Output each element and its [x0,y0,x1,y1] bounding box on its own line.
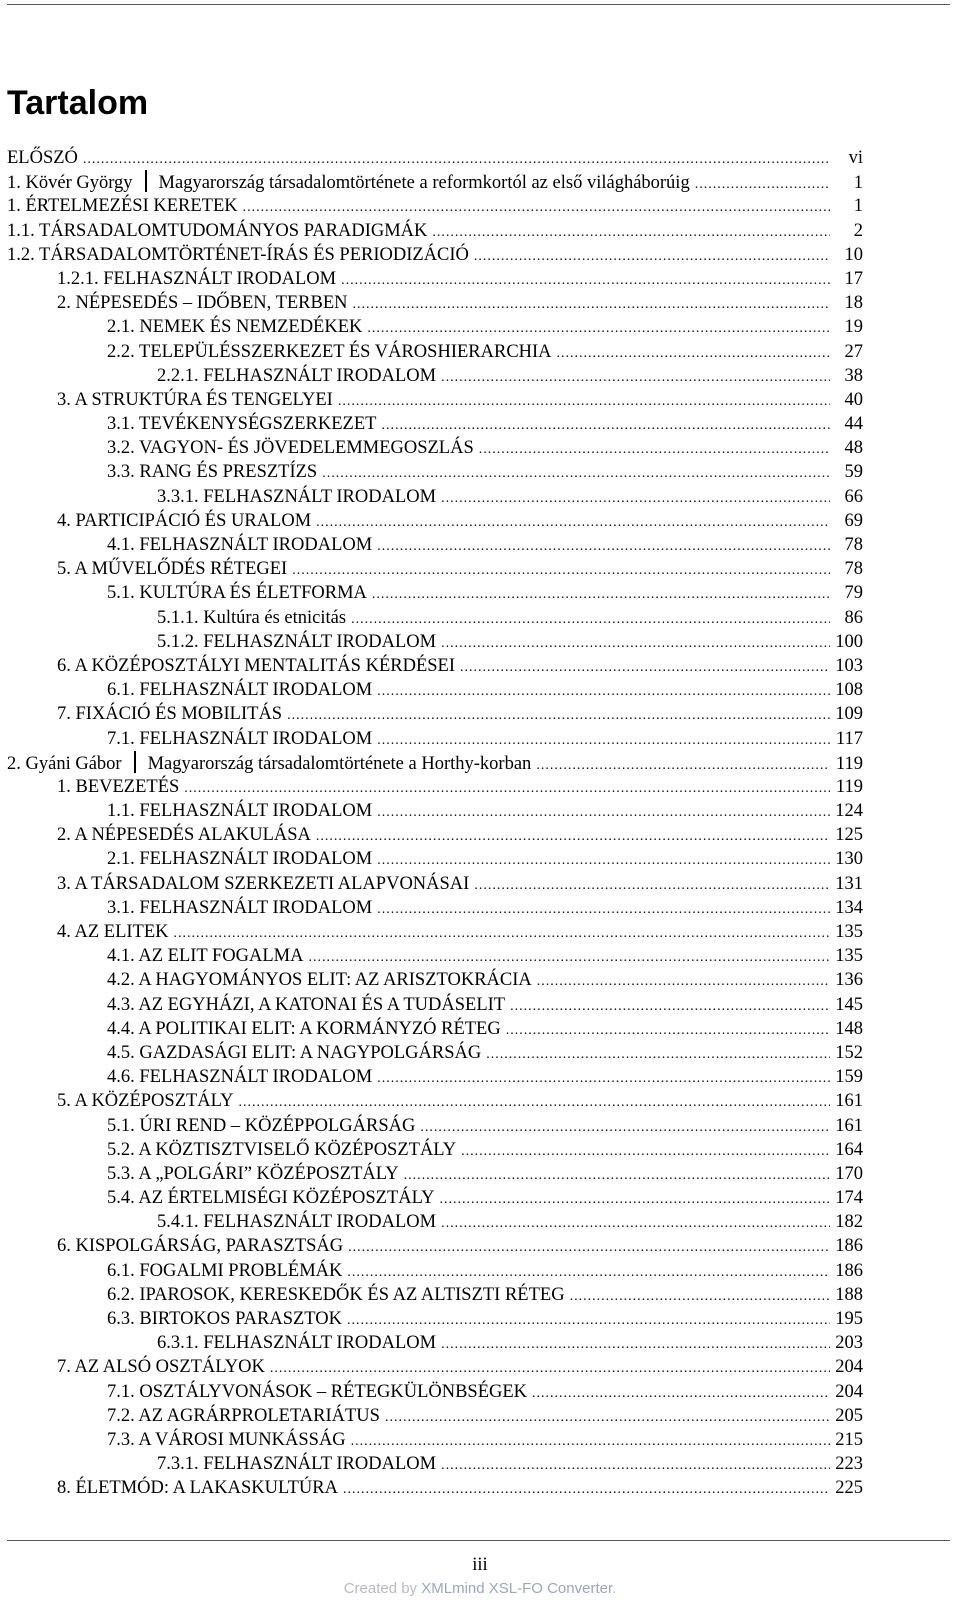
toc-entry[interactable] [7,678,863,702]
toc-dot-leader [367,317,830,341]
toc-dot-leader [439,1188,830,1212]
toc-entry-page: 161 [835,1115,863,1136]
toc-entry-title: 5. A KÖZÉPOSZTÁLY [57,1091,234,1112]
toc-entry-page: 125 [835,825,863,846]
toc-entry-page: 186 [835,1260,863,1281]
toc-entry[interactable] [7,944,863,968]
toc-entry[interactable] [7,533,863,557]
toc-dot-leader [441,1454,830,1478]
toc-dot-leader [557,342,830,366]
toc-dot-leader [441,487,830,511]
toc-entry[interactable] [7,1283,863,1307]
toc-entry-title: 4.5. GAZDASÁGI ELIT: A NAGYPOLGÁRSÁG [107,1042,482,1063]
toc-entry-page: 204 [835,1357,863,1378]
toc-dot-leader [460,656,830,680]
toc-entry[interactable] [7,243,863,267]
toc-entry-title: 1.2. TÁRSADALOMTÖRTÉNET-ÍRÁS ÉS PERIODIZÁCIÓ [7,244,469,265]
toc-entry-title: 5.1.2. FELHASZNÁLT IRODALOM [157,631,437,652]
toc-entry-title: 2.1. FELHASZNÁLT IRODALOM [107,849,373,870]
toc-entry[interactable] [7,1017,863,1041]
toc-entry-title: 4.2. A HAGYOMÁNYOS ELIT: AZ ARISZTOKRÁCIA [107,970,532,991]
toc-dot-leader [316,825,830,849]
toc-entry-page: 117 [835,728,863,749]
toc-entry-page: 119 [835,776,863,797]
toc-entry-title: 4.6. FELHASZNÁLT IRODALOM [107,1067,373,1088]
toc-dot-leader [322,462,830,486]
toc-entry-title: 5.4.1. FELHASZNÁLT IRODALOM [157,1212,437,1233]
toc-entry-title: 1. ÉRTELMEZÉSI KERETEK [7,196,238,217]
toc-entry-title: ELŐSZÓ [7,148,78,168]
toc-dot-leader [510,995,830,1019]
toc-entry[interactable] [7,581,863,605]
toc-dot-leader [292,559,830,583]
toc-entry[interactable] [7,388,863,412]
toc-dot-leader [377,1067,830,1091]
toc-dot-leader [420,1116,830,1140]
toc-dot-leader [479,438,830,462]
toc-entry-title: 6. A KÖZÉPOSZTÁLYI MENTALITÁS KÉRDÉSEI [57,655,455,676]
toc-entry[interactable] [7,267,863,291]
toc-entry-page: 170 [835,1163,863,1184]
toc-entry-title: 6. KISPOLGÁRSÁG, PARASZTSÁG [57,1236,344,1257]
toc-entry-page: 223 [835,1454,863,1475]
toc-entry[interactable] [7,1065,863,1089]
toc-entry-page: 205 [835,1405,863,1426]
toc-entry-page: 38 [844,365,863,386]
toc-dot-leader [441,1333,830,1357]
toc-entry[interactable] [7,1404,863,1428]
toc-entry-page: 182 [835,1212,863,1233]
toc-entry-title: 5.1.1. Kultúra és etnicitás [157,607,347,628]
toc-entry-title: 3. A STRUKTÚRA ÉS TENGELYEI [57,389,333,410]
toc-entry[interactable] [7,1234,863,1258]
toc-dot-leader [347,1309,830,1333]
toc-part-separator [145,170,147,192]
toc-entry[interactable] [7,1138,863,1162]
toc-entry[interactable] [7,315,863,339]
toc-entry[interactable] [7,146,863,170]
toc-dot-leader [341,269,830,293]
toc-dot-leader [461,1140,830,1164]
toc-entry-title: 3.2. VAGYON- ÉS JÖVEDELEMMEGOSZLÁS [107,438,474,459]
toc-entry-title: 4. AZ ELITEK [57,922,169,942]
toc-entry-page: 135 [835,922,863,942]
toc-entry[interactable] [7,799,863,823]
footer-credit-prefix: Created by [343,1580,418,1597]
toc-entry-title [7,170,690,195]
toc-entry[interactable] [7,1355,863,1379]
toc-dot-leader [343,1478,830,1502]
toc-entry-page: 203 [835,1333,863,1354]
toc-dot-leader [377,729,830,753]
toc-dot-leader [377,849,830,873]
toc-entry-page: 135 [835,946,863,967]
toc-entry-page: 215 [835,1429,863,1450]
toc-entry[interactable] [7,751,863,775]
toc-entry-title: 3. A TÁRSADALOM SZERKEZETI ALAPVONÁSAI [57,873,470,894]
toc-dot-leader [377,535,830,559]
toc-entry-page: 86 [844,607,863,628]
toc-dot-leader [174,922,831,946]
toc-dot-leader [486,1043,830,1067]
toc-dot-leader [441,632,830,656]
toc-entry-page: 2 [853,220,863,241]
toc-entry[interactable] [7,654,863,678]
toc-entry[interactable] [7,968,863,992]
toc-entry-page: 10 [844,244,863,265]
toc-entry-page: 19 [844,317,863,338]
toc-dot-leader [404,1164,830,1188]
toc-entry-page: 18 [844,293,863,314]
toc-dot-leader [372,583,830,607]
toc-entry-page: 152 [835,1042,863,1063]
toc-entry-page: 1 [853,196,863,217]
toc-entry-page: 145 [835,994,863,1015]
toc-dot-leader [377,898,830,922]
toc-entry-page: 124 [835,801,863,822]
toc-entry-page: 108 [835,680,863,701]
toc-entry-title: 5.3. A „POLGÁRI” KÖZÉPOSZTÁLY [107,1163,399,1184]
toc-entry[interactable] [7,557,863,581]
toc-dot-leader [441,1212,830,1236]
toc-entry-title: 6.1. FOGALMI PROBLÉMÁK [107,1260,343,1281]
toc-entry[interactable] [7,1162,863,1186]
toc-entry-title: 7.1. OSZTÁLYVONÁSOK – RÉTEGKÜLÖNBSÉGEK [107,1381,528,1402]
toc-entry-title: 5. A MŰVELŐDÉS RÉTEGEI [57,559,288,580]
toc-entry-title: 7.3.1. FELHASZNÁLT IRODALOM [157,1454,437,1475]
toc-entry[interactable] [7,485,863,509]
toc-part-author: 2. Gyáni Gábor [7,753,122,774]
toc-entry-page: 78 [844,559,863,580]
toc-part-title: Magyarország társadalomtörténete a Horthy-korban [147,753,532,774]
toc-dot-leader [474,245,830,269]
toc-entry[interactable] [7,872,863,896]
footer-credit-brand[interactable]: XMLmind XSL-FO Converter [421,1580,613,1597]
toc-dot-leader [83,148,830,172]
toc-entry[interactable] [7,1380,863,1404]
toc-entry-page: 17 [844,268,863,289]
toc-entry-page: 109 [835,704,863,725]
toc-entry-title: 8. ÉLETMÓD: A LAKASKULTÚRA [57,1478,338,1499]
toc-entry-page: 204 [835,1381,863,1402]
toc-entry-title: 5.1. ÚRI REND – KÖZÉPPOLGÁRSÁG [107,1115,416,1136]
toc-entry[interactable] [7,1331,863,1355]
page-title: Tartalom [7,84,149,122]
toc-entry[interactable] [7,727,863,751]
toc-entry-title: 5.4. AZ ÉRTELMISÉGI KÖZÉPOSZTÁLY [107,1188,435,1209]
toc-dot-leader [381,414,830,438]
toc-entry[interactable] [7,1307,863,1331]
toc-entry-page: 148 [835,1018,863,1039]
toc-dot-leader [184,777,830,801]
toc-entry-title: 2.1. NEMEK ÉS NEMZEDÉKEK [107,317,363,338]
toc-dot-leader [474,874,830,898]
toc-entry[interactable] [7,364,863,388]
toc-entry[interactable] [7,1186,863,1210]
toc-entry[interactable] [7,460,863,484]
toc-entry-title: 5.1. KULTÚRA ÉS ÉLETFORMA [107,583,367,604]
toc-entry[interactable] [7,509,863,533]
toc-entry-title: 4. PARTICIPÁCIÓ ÉS URALOM [57,510,312,531]
toc-entry-page: 186 [835,1236,863,1257]
toc-dot-leader [338,390,830,414]
toc-entry-page: 134 [835,897,863,918]
toc-entry-title: 7.2. AZ AGRÁRPROLETARIÁTUS [107,1405,380,1426]
toc-entry-page: 130 [835,849,863,870]
toc-entry[interactable] [7,1259,863,1283]
toc-entry-title: 4.1. FELHASZNÁLT IRODALOM [107,535,373,555]
toc-dot-leader [377,680,830,704]
page-number: iii [472,1555,488,1575]
toc-dot-leader [385,1406,830,1430]
toc-entry-page: 131 [835,873,863,894]
toc-entry[interactable] [7,1428,863,1452]
toc-entry[interactable] [7,1210,863,1234]
toc-entry[interactable] [7,436,863,460]
toc-entry-page: 44 [844,414,863,435]
toc-dot-leader [348,1236,830,1260]
toc-entry-page: vi [848,148,863,168]
toc-entry[interactable] [7,896,863,920]
toc-entry-page: 119 [835,753,863,774]
toc-entry-page: 188 [835,1284,863,1305]
toc-entry-page: 100 [835,631,863,652]
toc-entry-title: 7. FIXÁCIÓ ÉS MOBILITÁS [57,704,283,725]
toc-part-separator [134,751,136,773]
toc-entry-title: 2.2.1. FELHASZNÁLT IRODALOM [157,365,437,386]
toc-entry-title: 1.1. TÁRSADALOMTUDOMÁNYOS PARADIGMÁK [7,220,428,241]
toc-entry-title: 4.4. A POLITIKAI ELIT: A KORMÁNYZÓ RÉTEG [107,1018,501,1039]
footer-credit-suffix: . [612,1580,617,1597]
toc-dot-leader [695,173,830,197]
toc-entry-title: 1.1. FELHASZNÁLT IRODALOM [107,801,373,822]
toc-entry-page: 136 [835,970,863,991]
toc-entry[interactable] [7,170,863,194]
toc-entry-page: 48 [844,438,863,459]
toc-dot-leader [308,946,830,970]
toc-dot-leader [351,1430,830,1454]
toc-entry-page: 1 [853,173,863,194]
toc-entry-title: 6.2. IPAROSOK, KERESKEDŐK ÉS AZ ALTISZTI RÉTEG [107,1284,565,1305]
toc-entry-page: 79 [844,583,863,604]
toc-entry[interactable] [7,630,863,654]
toc-entry-page: 69 [844,510,863,531]
toc-dot-leader [316,511,830,535]
toc-entry[interactable] [7,823,863,847]
toc-dot-leader [243,196,830,220]
table-of-contents [7,146,863,1501]
toc-entry-page: 103 [835,655,863,676]
toc-entry-page: 27 [844,341,863,362]
toc-entry-page: 195 [835,1309,863,1329]
toc-entry[interactable] [7,606,863,630]
toc-dot-leader [570,1285,830,1309]
toc-entry[interactable] [7,1452,863,1476]
toc-entry-title: 3.3.1. FELHASZNÁLT IRODALOM [157,486,437,507]
toc-entry[interactable] [7,1041,863,1065]
toc-entry-title [7,751,531,776]
toc-dot-leader [532,1382,830,1406]
toc-dot-leader [351,608,830,632]
toc-entry-title: 7. AZ ALSÓ OSZTÁLYOK [57,1357,265,1378]
toc-entry[interactable] [7,291,863,315]
toc-entry-title: 7.3. A VÁROSI MUNKÁSSÁG [107,1429,346,1450]
toc-entry-page: 159 [835,1067,863,1088]
toc-dot-leader [432,221,830,245]
toc-dot-leader [536,754,830,778]
toc-part-author: 1. Kövér György [7,173,133,194]
toc-entry-title: 4.1. AZ ELIT FOGALMA [107,946,304,967]
toc-entry-title: 2. A NÉPESEDÉS ALAKULÁSA [57,825,311,846]
toc-entry[interactable] [7,1089,863,1113]
toc-entry[interactable] [7,412,863,436]
toc-dot-leader [441,366,830,390]
toc-dot-leader [506,1019,830,1043]
toc-entry-page: 78 [844,535,863,555]
toc-entry[interactable] [7,702,863,726]
toc-entry[interactable] [7,775,863,799]
toc-entry-title: 1. BEVEZETÉS [57,776,180,797]
toc-entry-page: 66 [844,486,863,507]
toc-entry-title: 3.1. FELHASZNÁLT IRODALOM [107,897,373,918]
toc-entry-title: 6.3.1. FELHASZNÁLT IRODALOM [157,1333,437,1354]
toc-entry-title: 6.3. BIRTOKOS PARASZTOK [107,1309,342,1329]
toc-dot-leader [377,801,830,825]
toc-entry-page: 161 [835,1091,863,1112]
toc-entry[interactable] [7,340,863,364]
toc-entry-title: 4.3. AZ EGYHÁZI, A KATONAI ÉS A TUDÁSELIT [107,994,506,1015]
toc-dot-leader [353,293,830,317]
toc-entry-title: 2.2. TELEPÜLÉSSZERKEZET ÉS VÁROSHIERARCHIA [107,341,552,362]
toc-entry[interactable] [7,993,863,1017]
toc-dot-leader [238,1091,830,1115]
toc-entry[interactable] [7,219,863,243]
toc-part-title: Magyarország társadalomtörténete a reformkortól az első világháborúig [158,173,690,194]
footer-credit [0,1579,960,1599]
toc-entry-title: 3.1. TEVÉKENYSÉGSZERKEZET [107,414,377,435]
toc-dot-leader [287,704,830,728]
toc-entry[interactable] [7,1476,863,1500]
toc-entry-page: 225 [835,1478,863,1499]
toc-dot-leader [347,1261,830,1285]
toc-entry-page: 164 [835,1139,863,1160]
toc-entry[interactable] [7,847,863,871]
toc-entry-title: 1.2.1. FELHASZNÁLT IRODALOM [57,268,337,289]
toc-entry-page: 40 [844,389,863,410]
toc-entry-page: 59 [844,462,863,483]
toc-entry-title: 2. NÉPESEDÉS – IDŐBEN, TERBEN [57,293,348,314]
footer-rule [7,1540,950,1541]
toc-entry[interactable] [7,1114,863,1138]
top-rule [7,4,950,5]
toc-dot-leader [270,1357,830,1381]
toc-dot-leader [537,970,830,994]
toc-entry-title: 7.1. FELHASZNÁLT IRODALOM [107,728,373,749]
toc-entry[interactable] [7,920,863,944]
toc-entry-title: 3.3. RANG ÉS PRESZTÍZS [107,462,318,483]
toc-entry[interactable] [7,194,863,218]
toc-entry-page: 174 [835,1188,863,1209]
toc-entry-title: 5.2. A KÖZTISZTVISELŐ KÖZÉPOSZTÁLY [107,1139,457,1160]
toc-entry-title: 6.1. FELHASZNÁLT IRODALOM [107,680,373,701]
